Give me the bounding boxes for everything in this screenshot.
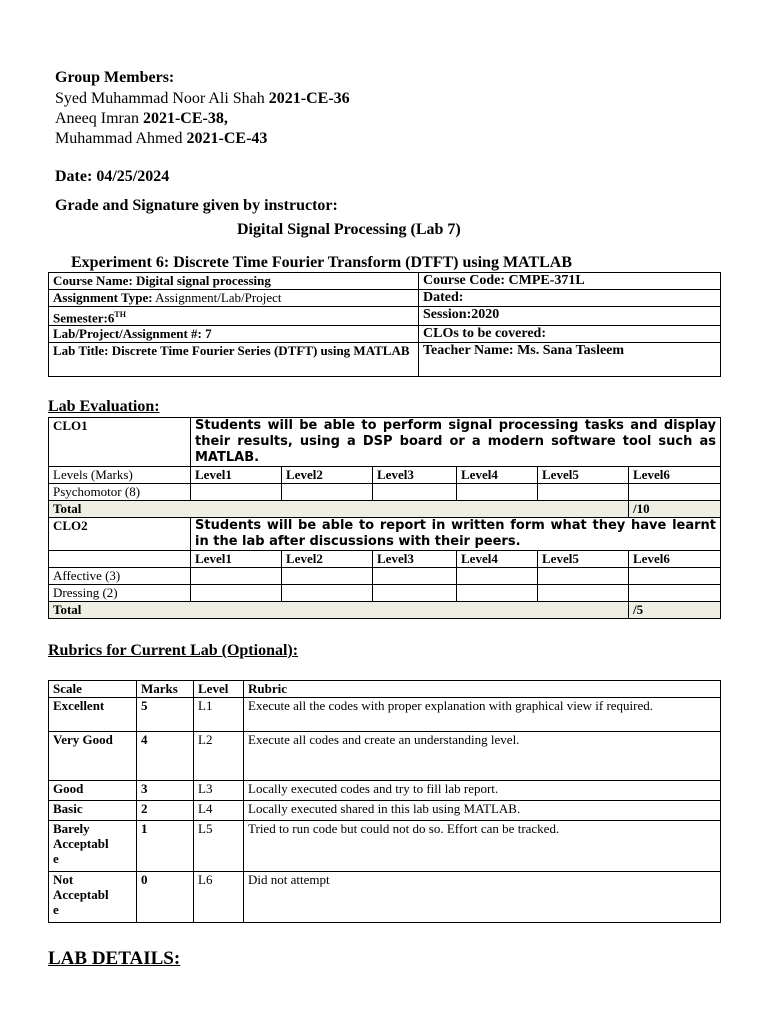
rubric-level: L4 xyxy=(194,801,244,821)
table-row xyxy=(49,732,721,781)
assignment-type-cell: Assignment Type: Assignment/Lab/Project xyxy=(49,290,419,307)
score-cell xyxy=(191,484,282,501)
rubric-scale: Basic xyxy=(49,801,137,821)
rubric-scale: Not Acceptabl e xyxy=(49,872,137,923)
level-header: Level3 xyxy=(373,467,457,484)
clo1-label: CLO1 xyxy=(49,418,191,467)
table-row xyxy=(49,801,721,821)
lab-evaluation-heading: Lab Evaluation: xyxy=(48,398,160,415)
rubrics-table xyxy=(48,680,721,923)
score-cell xyxy=(373,585,457,602)
rubric-marks: 2 xyxy=(137,801,194,821)
level-header: Level6 xyxy=(629,551,721,568)
clo2-label: CLO2 xyxy=(49,518,191,551)
rubric-text: Tried to run code but could not do so. Effort can be tracked. xyxy=(244,821,721,872)
score-cell xyxy=(538,484,629,501)
table-row xyxy=(49,781,721,801)
level-header: Level4 xyxy=(457,467,538,484)
course-info-table xyxy=(48,272,721,377)
total-value: /10 xyxy=(629,501,721,518)
level-header: Level5 xyxy=(538,551,629,568)
rubric-text: Execute all the codes with proper explanation with graphical view if required. xyxy=(244,698,721,732)
rubric-scale: Good xyxy=(49,781,137,801)
rubric-header: Marks xyxy=(137,681,194,698)
total-label: Total xyxy=(49,602,629,619)
clo1-description: Students will be able to perform signal processing tasks and display their results, using a DSP board or a modern software tool such as MATLAB. xyxy=(191,418,721,467)
score-cell xyxy=(629,585,721,602)
score-cell xyxy=(457,484,538,501)
rubric-text: Did not attempt xyxy=(244,872,721,923)
level-header: Level3 xyxy=(373,551,457,568)
rubric-level: L2 xyxy=(194,732,244,781)
rubric-level: L3 xyxy=(194,781,244,801)
rubric-marks: 4 xyxy=(137,732,194,781)
rubric-text: Locally executed shared in this lab using MATLAB. xyxy=(244,801,721,821)
clo-evaluation-table xyxy=(48,417,721,619)
rubric-marks: 5 xyxy=(137,698,194,732)
clos-cell: CLOs to be covered: xyxy=(419,326,721,343)
score-cell xyxy=(373,484,457,501)
session-cell: Session:2020 xyxy=(419,307,721,326)
lab-title-cell: Lab Title: Discrete Time Fourier Series (DTFT) using MATLAB xyxy=(49,343,419,377)
level-header: Level6 xyxy=(629,467,721,484)
affective-label: Affective (3) xyxy=(49,568,191,585)
total-value: /5 xyxy=(629,602,721,619)
rubric-header: Scale xyxy=(49,681,137,698)
level-header: Level2 xyxy=(282,551,373,568)
level-header: Level4 xyxy=(457,551,538,568)
table-row xyxy=(49,698,721,732)
table-row xyxy=(49,872,721,923)
lab-details-heading: LAB DETAILS: xyxy=(48,948,181,969)
score-cell xyxy=(629,484,721,501)
rubric-marks: 3 xyxy=(137,781,194,801)
dated-cell: Dated: xyxy=(419,290,721,307)
score-cell xyxy=(282,585,373,602)
rubric-level: L5 xyxy=(194,821,244,872)
level-header: Level5 xyxy=(538,467,629,484)
psychomotor-label: Psychomotor (8) xyxy=(49,484,191,501)
total-label: Total xyxy=(49,501,629,518)
score-cell xyxy=(538,585,629,602)
dressing-label: Dressing (2) xyxy=(49,585,191,602)
rubric-level: L1 xyxy=(194,698,244,732)
level-header: Level1 xyxy=(191,467,282,484)
course-name-cell: Course Name: Digital signal processing xyxy=(49,273,419,290)
experiment-title: Experiment 6: Discrete Time Fourier Transform (DTFT) using MATLAB xyxy=(71,254,572,271)
score-cell xyxy=(457,585,538,602)
rubric-header: Level xyxy=(194,681,244,698)
member-1: Syed Muhammad Noor Ali Shah 2021-CE-36 xyxy=(55,90,350,107)
rubric-marks: 1 xyxy=(137,821,194,872)
score-cell xyxy=(191,568,282,585)
grade-signature-line: Grade and Signature given by instructor: xyxy=(55,197,338,214)
rubric-marks: 0 xyxy=(137,872,194,923)
semester-cell: Semester:6TH xyxy=(49,307,419,326)
member-2: Aneeq Imran 2021-CE-38, xyxy=(55,110,228,127)
rubrics-heading: Rubrics for Current Lab (Optional): xyxy=(48,642,299,659)
level-header: Level2 xyxy=(282,467,373,484)
rubric-header: Rubric xyxy=(244,681,721,698)
score-cell xyxy=(191,585,282,602)
score-cell xyxy=(282,568,373,585)
levels-marks-label: Levels (Marks) xyxy=(49,467,191,484)
teacher-cell: Teacher Name: Ms. Sana Tasleem xyxy=(419,343,721,377)
clo2-description: Students will be able to report in written form what they have learnt in the lab after discussions with their peers. xyxy=(191,518,721,551)
course-code-cell: Course Code: CMPE-371L xyxy=(419,273,721,290)
empty-cell xyxy=(49,551,191,568)
rubric-level: L6 xyxy=(194,872,244,923)
score-cell xyxy=(629,568,721,585)
score-cell xyxy=(538,568,629,585)
lab-number-cell: Lab/Project/Assignment #: 7 xyxy=(49,326,419,343)
date-line: Date: 04/25/2024 xyxy=(55,168,170,185)
table-row xyxy=(49,821,721,872)
level-header: Level1 xyxy=(191,551,282,568)
rubric-scale: Barely Acceptabl e xyxy=(49,821,137,872)
rubric-text: Locally executed codes and try to fill lab report. xyxy=(244,781,721,801)
rubric-scale: Very Good xyxy=(49,732,137,781)
group-members-heading: Group Members: xyxy=(55,69,175,86)
rubric-text: Execute all codes and create an understanding level. xyxy=(244,732,721,781)
rubric-scale: Excellent xyxy=(49,698,137,732)
score-cell xyxy=(373,568,457,585)
course-title: Digital Signal Processing (Lab 7) xyxy=(237,221,461,238)
score-cell xyxy=(282,484,373,501)
member-3: Muhammad Ahmed 2021-CE-43 xyxy=(55,130,268,147)
score-cell xyxy=(457,568,538,585)
